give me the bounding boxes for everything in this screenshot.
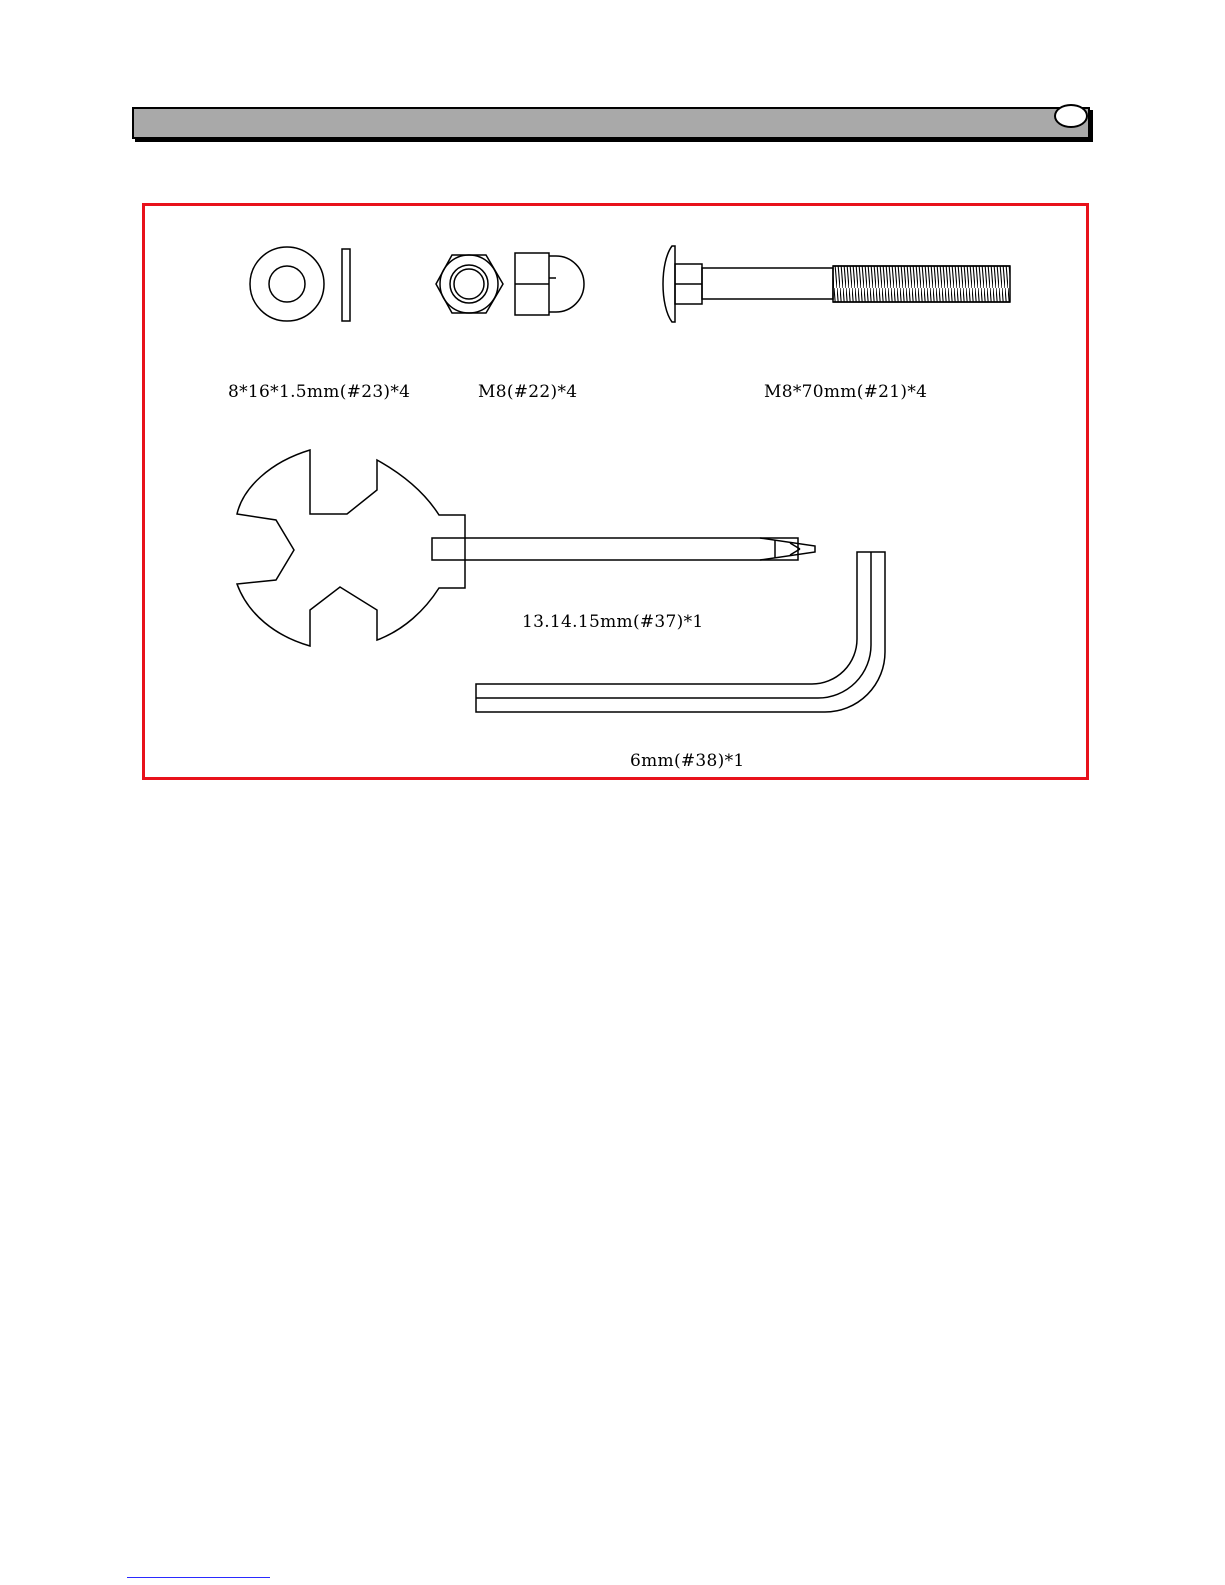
wrench-label: 13.14.15mm(#37)*1	[522, 612, 704, 632]
washer-side-icon	[342, 249, 350, 321]
washer-label: 8*16*1.5mm(#23)*4	[228, 382, 411, 402]
bolt-label: M8*70mm(#21)*4	[764, 382, 928, 402]
washer-front-icon	[250, 247, 324, 321]
allen-key-icon	[476, 552, 885, 712]
nut-label: M8(#22)*4	[478, 382, 578, 402]
hex-nut-front-icon	[436, 255, 503, 313]
acorn-nut-side-icon	[515, 253, 584, 315]
allen-key-label: 6mm(#38)*1	[630, 751, 745, 771]
footer-link-underline	[127, 1577, 270, 1578]
carriage-bolt-icon	[663, 246, 1010, 322]
